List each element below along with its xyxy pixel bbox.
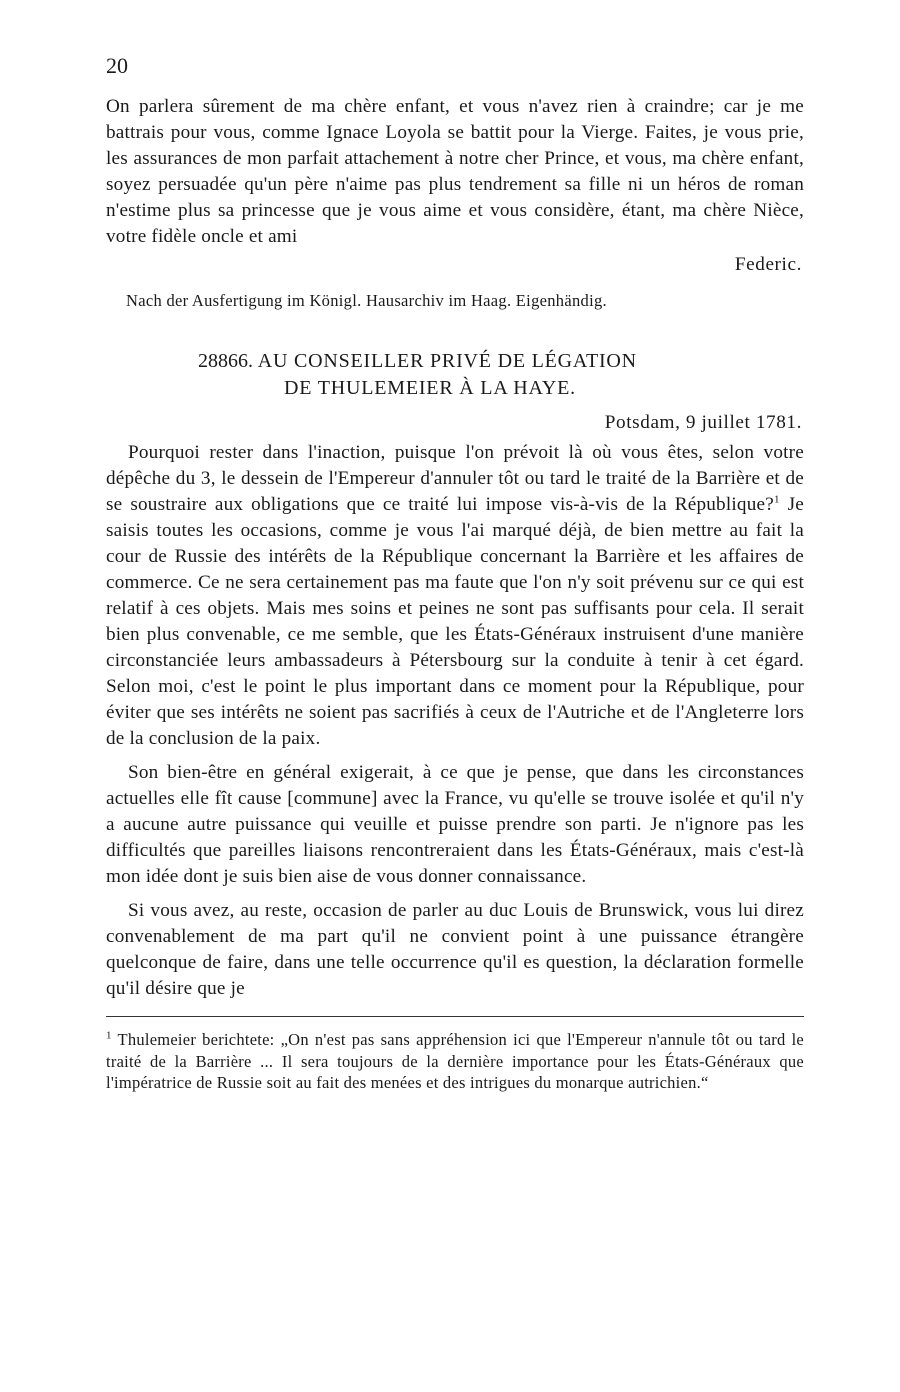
book-page [106,52,804,1094]
heading-line-2: DE THULEMEIER À LA HAYE. [284,377,576,399]
letter-paragraph-1 [106,440,804,752]
letter-number: 28866. [198,350,253,372]
letter-heading [106,348,804,402]
letter-paragraph-3: Si vous avez, au reste, occasion de parler au duc Louis de Brunswick, vous lui direz convenablement de ma part qu'il ne convient point à une puissance étrangère quelconque de faire, dans une telle occurrence qu'il es question, la déclaration formelle qu'il désire que je [106,900,804,999]
letter-body [106,440,804,1002]
paragraph-1-part-a: Pourquoi rester dans l'inaction, puisque l'on prévoit là où vous êtes, selon votre dépêche du 3, le dessein de l'Empereur d'annuler tôt ou tard le traité de la Barrière et de se soustraire aux obligations que ce traité lui impose vis-à-vis de la République? [106,442,804,515]
closing-paragraph: On parlera sûrement de ma chère enfant, et vous n'avez rien à craindre; car je me battrais pour vous, comme Ignace Loyola se battit pour la Vierge. Faites, je vous prie, les assurances de mon parfait attachement à notre cher Prince, et vous, ma chère enfant, soyez persuadée qu'un père n'aime pas plus tendrement sa fille ni un héros de roman n'estime plus sa princesse que je vous aime et vous considère, étant, ma chère Nièce, votre fidèle oncle et ami [106,96,804,247]
paragraph-1-part-b: Je saisis toutes les occasions, comme je vous l'ai marqué déjà, de bien mettre au fait la cour de Russie des intérêts de la République concernant la Barrière et les affaires de commerce. Ce ne sera certainement pas ma faute que l'on n'y soit prévenu sur ce qui est relatif à ces objets. Mais mes soins et peines ne sont pas suffisants pour cela. Il serait bien plus convenable, ce me semble, que les États-Généraux instruisent d'une manière circonstanciée leurs ambassadeurs à Pétersbourg sur la conduite à tenir à cet égard. Selon moi, c'est le point le plus important dans ce moment pour la République, pour éviter que ses intérêts ne soient pas sacrifiés à ceux de l'Autriche et de l'Angleterre lors de la conclusion de la paix. [106,494,804,749]
signature: Federic. [734,254,802,275]
footnote-divider [106,1016,804,1017]
heading-recipient: AU CONSEILLER PRIVÉ DE LÉGATION [257,350,637,372]
previous-letter-ending [106,94,804,278]
footnote-reference[interactable]: 1 [773,493,780,506]
footnote-marker: 1 [106,1029,112,1042]
heading-line-1 [106,348,804,375]
source-note: Nach der Ausfertigung im Königl. Hausarchiv im Haag. Eigenhändig. [126,291,607,310]
footnote-text: Thulemeier berichtete: „On n'est pas sans appréhension ici que l'Empereur n'annule tôt ou tard le traité de la Barrière ... Il sera toujours de la dernière importance pour les États-Généraux que l'impératrice de Russie soit au fait des menées et des intrigues du monarque autrichien.“ [106,1030,804,1092]
footnote [106,1029,804,1094]
dateline: Potsdam, 9 juillet 1781. [604,412,802,433]
page-number: 20 [106,53,128,78]
letter-paragraph-2: Son bien-être en général exigerait, à ce que je pense, que dans les circonstances actuelles elle fît cause [commune] avec la France, vu qu'elle se trouve isolée et qu'il n'y a aucune autre puissance qui veuille et puisse prendre son parti. Je n'ignore pas les difficultés que pareilles liaisons rencontreraient dans les États-Généraux, mais c'est-là mon idée dont je suis bien aise de vous donner connaissance. [106,762,804,887]
